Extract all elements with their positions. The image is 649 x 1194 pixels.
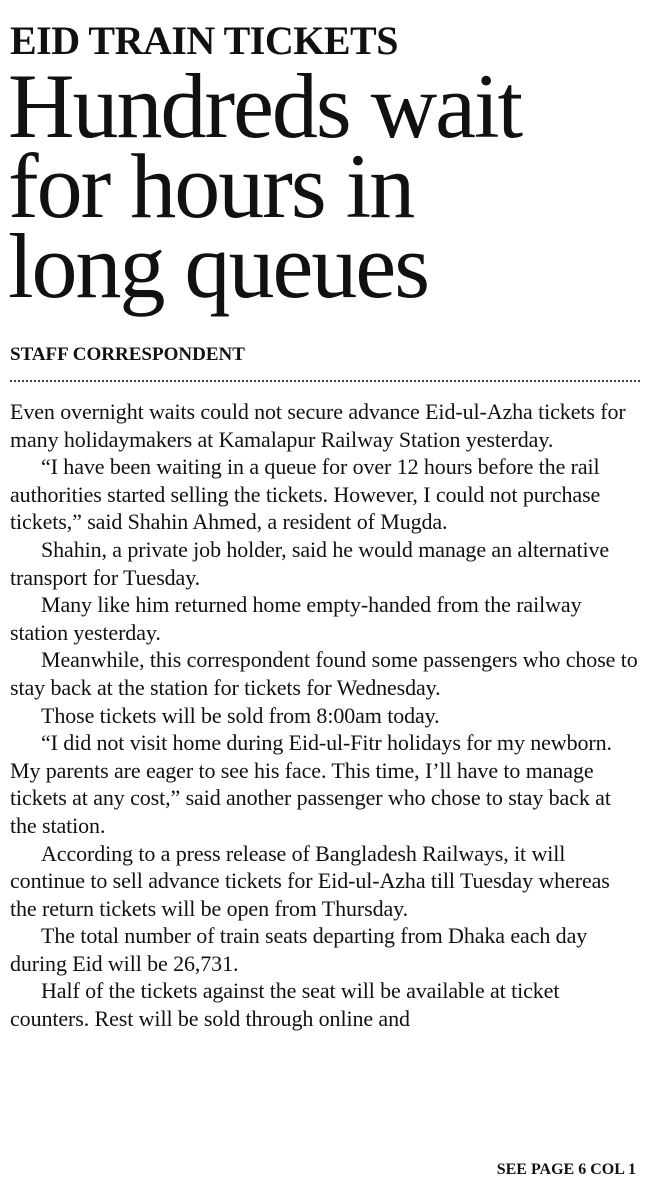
article-body	[10, 398, 640, 1033]
body-paragraph: The total number of train seats departing from Dhaka each day during Eid will be 26,731.	[10, 923, 588, 976]
body-paragraph: Meanwhile, this correspondent found some passengers who chose to stay back at the station for tickets for Wednesday.	[10, 647, 638, 700]
headline-line: Hundreds wait	[8, 55, 522, 157]
article-kicker: EID TRAIN TICKETS	[10, 18, 398, 63]
body-paragraph: “I did not visit home during Eid-ul-Fitr holidays for my newborn. My parents are eager to see his face. This time, I’ll have to manage tickets at any cost,” said another passenger who chose to stay back at the station.	[10, 730, 612, 838]
dotted-divider	[10, 380, 640, 382]
body-paragraph: “I have been waiting in a queue for over 12 hours before the rail authorities started selling the tickets. However, I could not purchase tickets,” said Shahin Ahmed, a resident of Mugda.	[10, 454, 601, 535]
news-article	[10, 0, 640, 1194]
continued-jump-line: SEE PAGE 6 COL 1	[496, 1161, 636, 1178]
body-paragraph: According to a press release of Bangladesh Railways, it will continue to sell advance tickets for Eid-ul-Azha till Tuesday whereas the return tickets will be open from Thursday.	[10, 840, 610, 921]
body-paragraph: Even overnight waits could not secure advance Eid-ul-Azha tickets for many holidaymakers at Kamalapur Railway Station yesterday.	[10, 399, 626, 452]
body-paragraph: Shahin, a private job holder, said he would manage an alternative transport for Tuesday.	[10, 536, 610, 590]
body-paragraph: Many like him returned home empty-handed from the railway station yesterday.	[10, 592, 582, 645]
headline-line: long queues	[8, 215, 429, 317]
article-byline: STAFF CORRESPONDENT	[10, 344, 245, 365]
body-paragraph: Half of the tickets against the seat will be available at ticket counters. Rest will be sold through online and	[10, 978, 560, 1032]
headline-line: for hours in	[8, 135, 414, 237]
article-headline	[8, 55, 648, 317]
body-paragraph: Those tickets will be sold from 8:00am today.	[41, 702, 440, 728]
